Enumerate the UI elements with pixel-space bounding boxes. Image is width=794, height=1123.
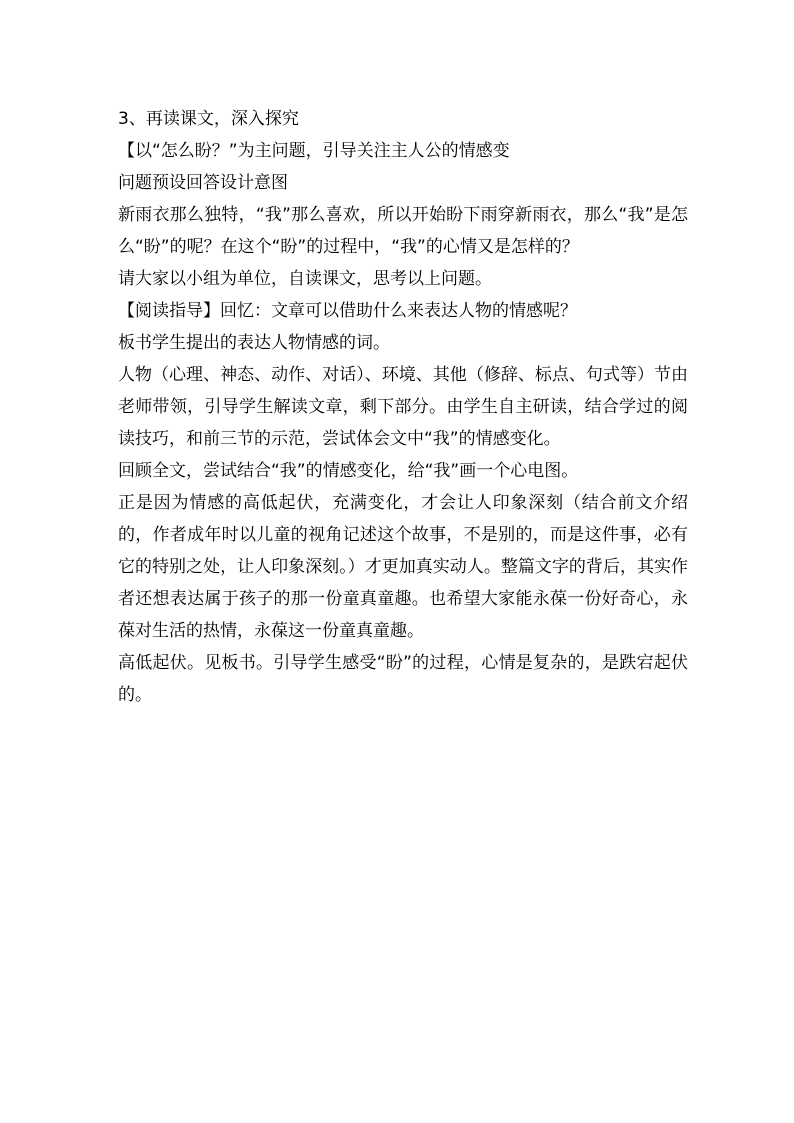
- group-task-paragraph: 请大家以小组为单位，自读课文，思考以上问题。: [118, 269, 492, 289]
- table-header-line: 问题预设回答设计意图: [118, 173, 288, 193]
- emotion-paragraph: 正是因为情感的高低起伏，充满变化，才会让人印象深刻（结合前文介绍的，作者成年时以儿童的视角记述这个故事，不是别的，而是这件事，必有它的特别之处，让人印象深刻。）才更加真实动人。整篇文字的背后，其实作者还想表达属于孩子的那一份童真童趣。也希望大家能永葆一份好奇心，永葆对生活的热情，永葆这一份童真童趣。: [118, 493, 688, 641]
- summary-paragraph: 高低起伏。见板书。引导学生感受“盼”的过程，心情是复杂的，是跌宕起伏的。: [118, 653, 688, 705]
- question-paragraph: 新雨衣那么独特，“我”那么喜欢，所以开始盼下雨穿新雨衣，那么“我”是怎么“盼”的呢？在这个“盼”的过程中，“我”的心情又是怎样的？: [118, 205, 688, 257]
- main-question: 【以“怎么盼？”为主问题，引导关注主人公的情感变: [118, 141, 510, 161]
- section-heading: 3、再读课文，深入探究: [118, 109, 299, 129]
- document-body: [118, 103, 688, 711]
- blackboard-note-paragraph: 板书学生提出的表达人物情感的词。: [118, 333, 390, 353]
- review-paragraph: 回顾全文，尝试结合“我”的情感变化，给“我”画一个心电图。: [118, 461, 579, 481]
- reading-guide-paragraph: 【阅读指导】回忆：文章可以借助什么来表达人物的情感呢？: [118, 301, 577, 321]
- analysis-paragraph: 人物（心理、神态、动作、对话）、环境、其他（修辞、标点、句式等）节由老师带领，引导学生解读文章，剩下部分。由学生自主研读，结合学过的阅读技巧，和前三节的示范，尝试体会文中“我”的情感变化。: [118, 365, 688, 449]
